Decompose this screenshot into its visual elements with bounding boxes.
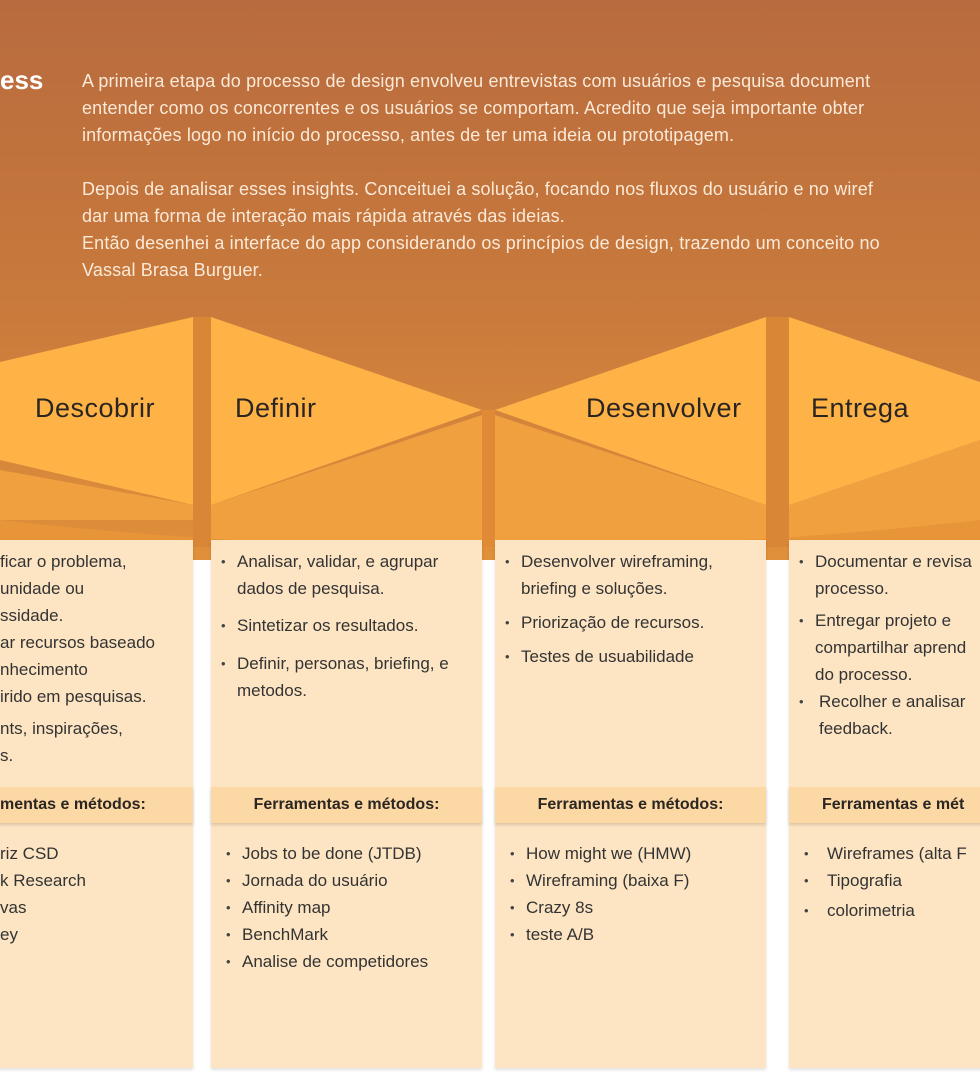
tools-header <box>0 787 193 823</box>
intro-line: dar uma forma de interação mais rápida através das ideias. <box>82 206 565 226</box>
tool-item: • Wireframing (baixa F) <box>495 867 766 894</box>
intro-text <box>82 68 980 284</box>
tools-list <box>495 840 766 948</box>
activity-item: • Definir, personas, briefing, e metodos. <box>211 650 482 704</box>
phase-card-desenvolver <box>495 540 766 1068</box>
tool-item: • Jornada do usuário <box>211 867 482 894</box>
phase-label-descobrir: Descobrir <box>35 393 156 423</box>
activity-list <box>211 548 482 704</box>
activity-item: • Priorização de recursos. <box>495 609 766 636</box>
tools-title: mentas e métodos: <box>0 796 146 813</box>
activity-item: • Testes de usuabilidade <box>495 643 766 670</box>
double-diamond-diagram <box>0 300 980 560</box>
tool-item: • Jobs to be done (JTDB) <box>211 840 482 867</box>
phase-label-entrega: Entrega <box>811 393 910 423</box>
tools-header <box>211 787 482 823</box>
activity-item: • Sintetizar os resultados. <box>211 612 482 639</box>
activity-item: • ar recursos baseado nhecimento irido em pesquisas. <box>0 629 193 710</box>
intro-line: A primeira etapa do processo de design envolveu entrevistas com usuários e pesquisa document <box>82 71 871 91</box>
tool-item: • Analise de competidores <box>211 948 482 975</box>
activity-item: • Documentar e revisa processo. <box>789 548 980 602</box>
tools-header <box>495 787 766 823</box>
tool-item: • ey <box>0 921 193 948</box>
intro-line: entender como os concorrentes e os usuários se comportam. Acredito que seja importante obter <box>82 98 865 118</box>
tools-title: Ferramentas e métodos: <box>253 796 440 813</box>
phase-label-definir: Definir <box>235 393 317 423</box>
tools-list <box>0 840 193 948</box>
activity-list <box>0 548 193 769</box>
tool-item: • Wireframes (alta F <box>789 840 980 867</box>
activity-item: • nts, inspirações, s. <box>0 715 193 769</box>
activity-item: • Entregar projeto e compartilhar aprend do processo. <box>789 607 980 688</box>
activity-list <box>495 548 766 670</box>
tool-item: • vas <box>0 894 193 921</box>
tools-title: Ferramentas e métodos: <box>537 796 724 813</box>
activity-item: • Desenvolver wireframing, briefing e soluções. <box>495 548 766 602</box>
activity-item: • Analisar, validar, e agrupar dados de pesquisa. <box>211 548 482 602</box>
section-title: ess <box>0 65 44 95</box>
tools-title: Ferramentas e mét <box>822 796 965 813</box>
tools-list <box>211 840 482 975</box>
separator <box>193 317 211 547</box>
tool-item: • Tipografia <box>789 867 980 894</box>
tool-item: • Affinity map <box>211 894 482 921</box>
phase-card-definir <box>211 540 482 1068</box>
tool-item: • k Research <box>0 867 193 894</box>
phase-label-desenvolver: Desenvolver <box>586 393 742 423</box>
intro-line: Vassal Brasa Burguer. <box>82 260 263 280</box>
tool-item: • How might we (HMW) <box>495 840 766 867</box>
tool-item: • teste A/B <box>495 921 766 948</box>
tool-item: • Crazy 8s <box>495 894 766 921</box>
activity-item: • Recolher e analisar feedback. <box>789 688 980 742</box>
intro-line: Então desenhei a interface do app considerando os princípios de design, trazendo um conceito no <box>82 233 880 253</box>
tools-list <box>789 840 980 924</box>
tool-item: • riz CSD <box>0 840 193 867</box>
tool-item: • BenchMark <box>211 921 482 948</box>
activity-list <box>789 548 980 742</box>
intro-line: informações logo no início do processo, antes de ter uma ideia ou prototipagem. <box>82 125 735 145</box>
separator <box>766 317 789 547</box>
separator <box>482 410 495 547</box>
activity-item: • ficar o problema, unidade ou ssidade. <box>0 548 193 629</box>
tools-header <box>789 787 980 823</box>
phase-card-descobrir <box>0 540 193 1068</box>
tool-item: • colorimetria <box>789 897 980 924</box>
phase-card-entrega <box>789 540 980 1068</box>
intro-line: Depois de analisar esses insights. Conceituei a solução, focando nos fluxos do usuário e no wiref <box>82 179 874 199</box>
